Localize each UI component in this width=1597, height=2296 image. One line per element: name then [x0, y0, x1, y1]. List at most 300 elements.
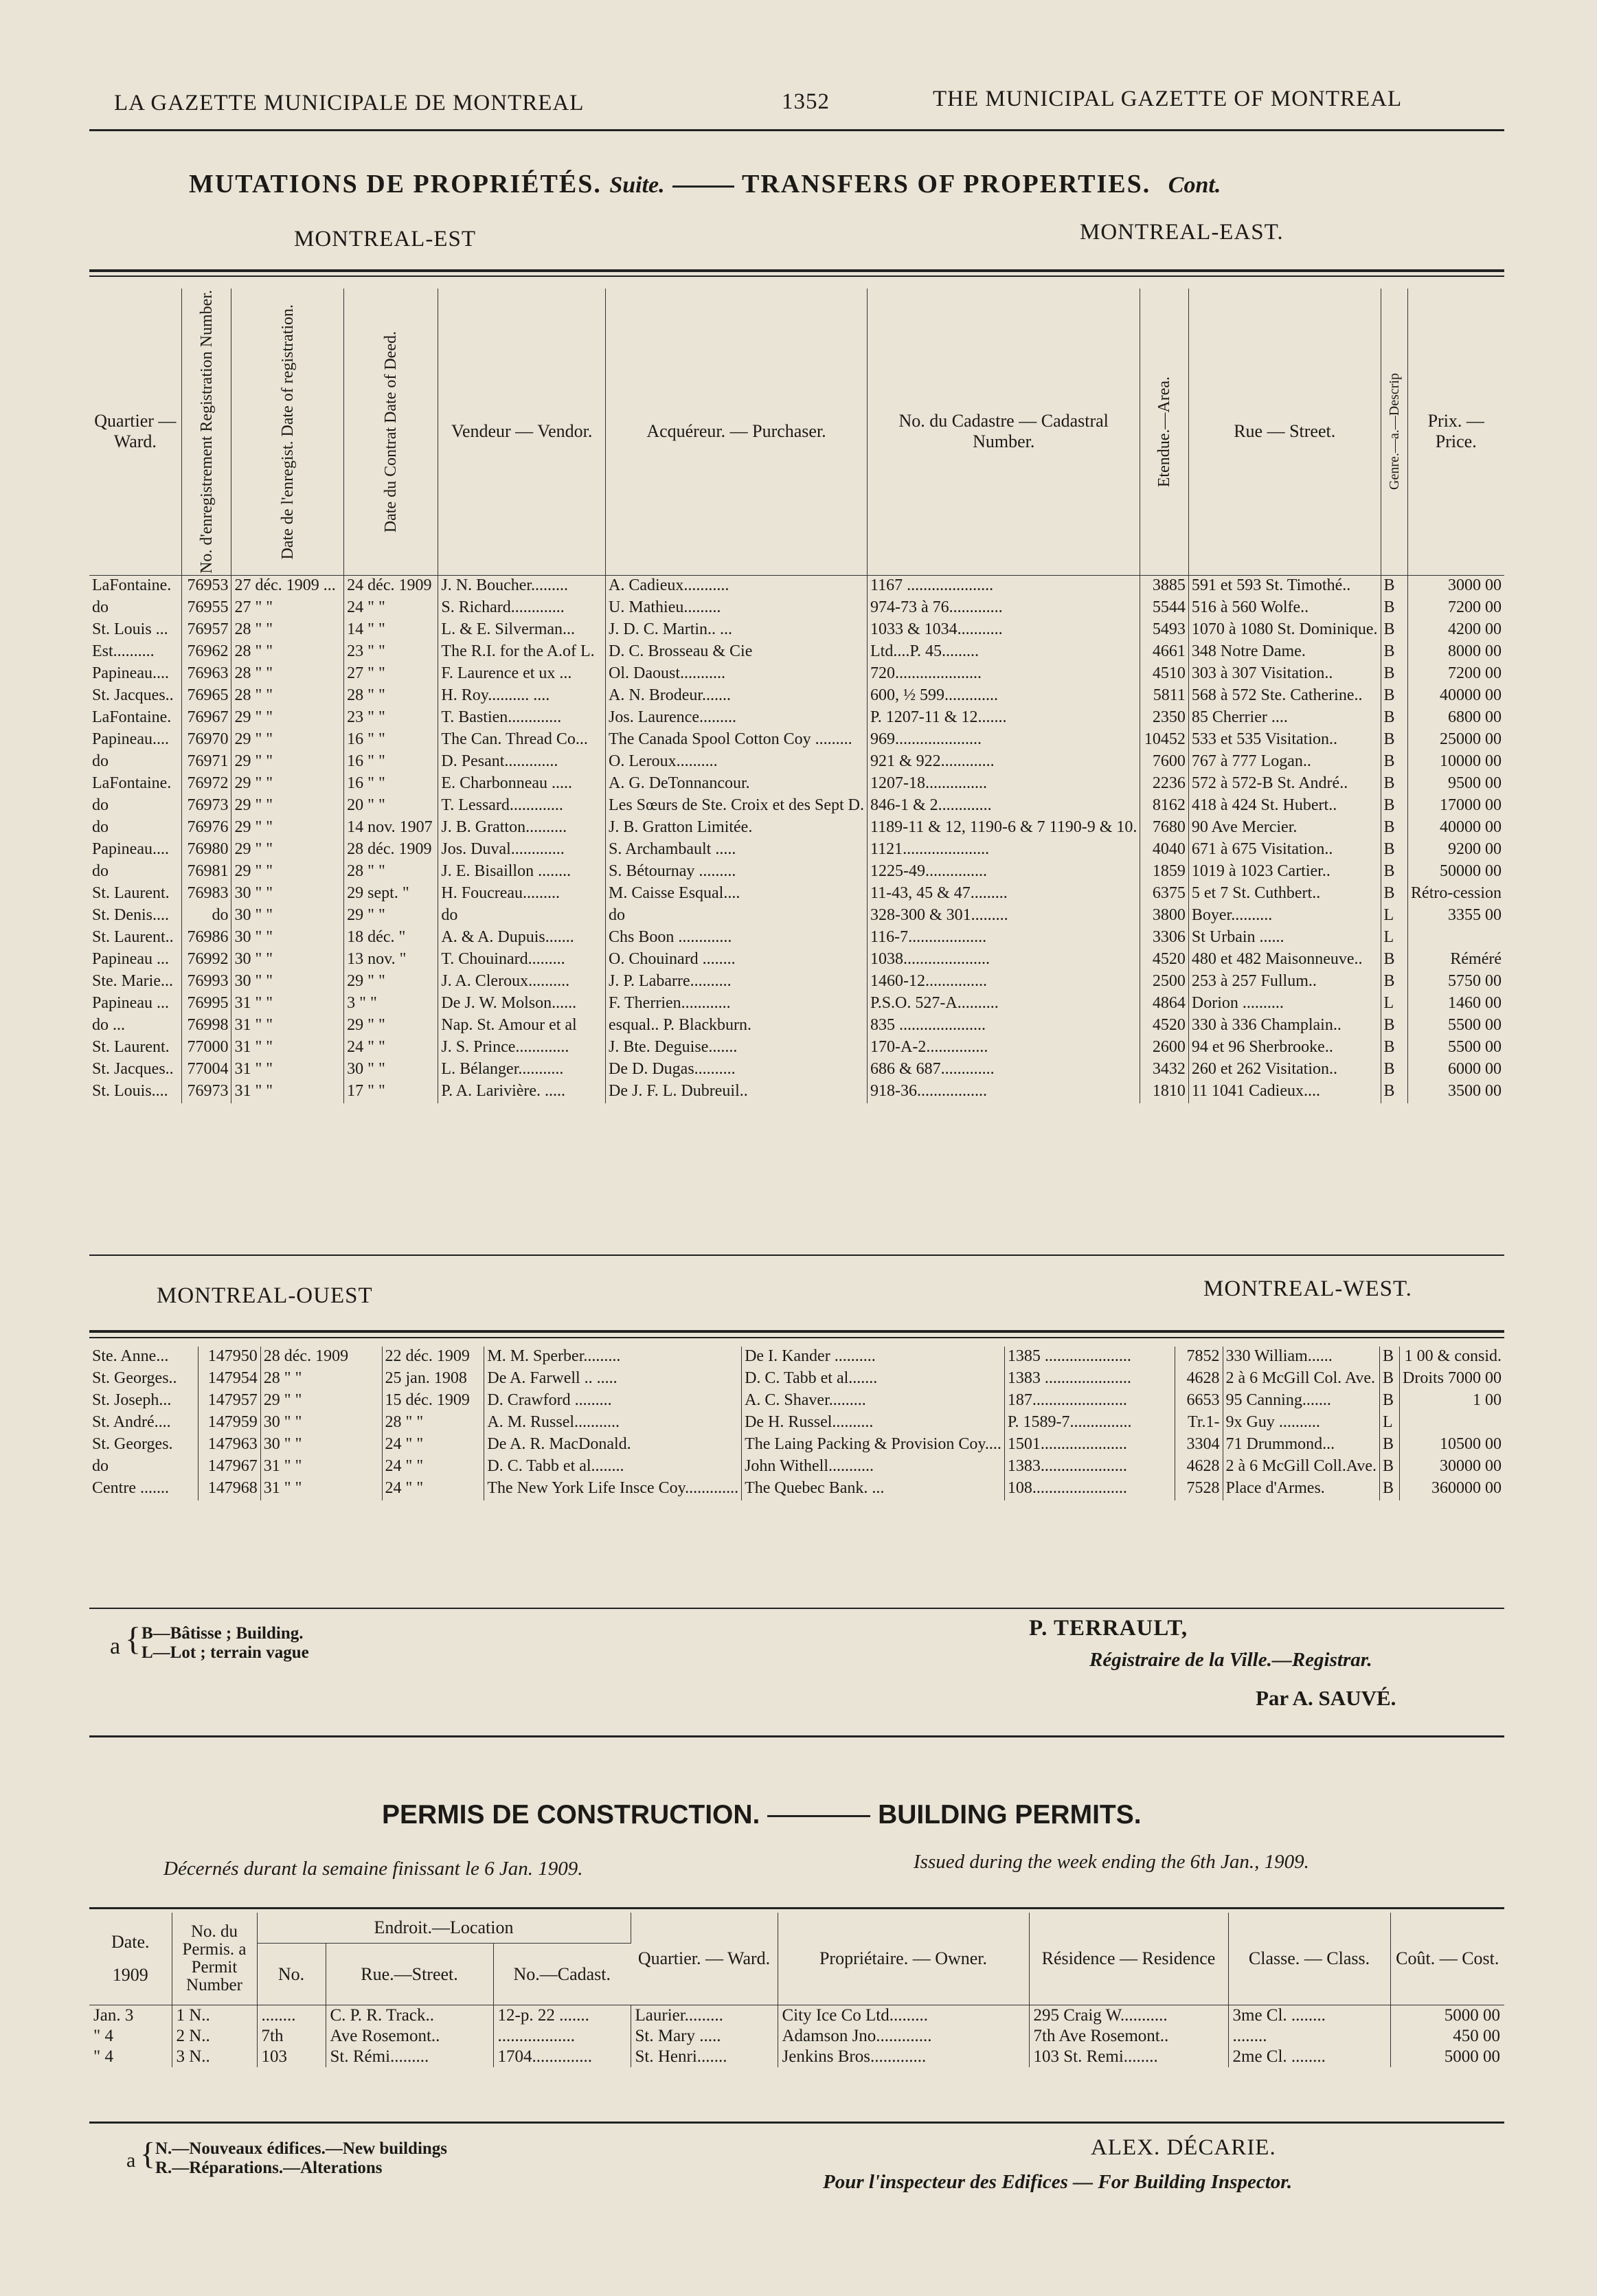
table-cell: 29 " " [231, 774, 344, 796]
table-cell: 76973 [181, 796, 231, 818]
table-cell: 28 " " [231, 686, 344, 708]
table-cell: 76967 [181, 708, 231, 730]
table-cell: 260 et 262 Visitation.. [1188, 1059, 1381, 1081]
table-cell: B [1381, 1037, 1407, 1059]
table-cell: 348 Notre Dame. [1188, 642, 1381, 664]
table-cell: do [181, 905, 231, 927]
cont-label: Cont. [1168, 172, 1221, 198]
table-cell: 28 " " [231, 642, 344, 664]
table-cell: B [1381, 971, 1407, 993]
table-cell: 29 " " [344, 905, 438, 927]
table-cell: 23 " " [344, 642, 438, 664]
table-cell: J. D. C. Martin.. ... [606, 620, 868, 642]
table-cell: 28 " " [344, 686, 438, 708]
west-bottom-rule [89, 1608, 1504, 1609]
table-cell: J. A. Cleroux.......... [438, 971, 606, 993]
table-cell: do [89, 598, 181, 620]
table-cell: Place d'Armes. [1223, 1478, 1380, 1500]
permit-legend-repair: R.—Réparations.—Alterations [155, 2159, 383, 2177]
permit-legend-new: N.—Nouveaux édifices.—New buildings [155, 2139, 448, 2158]
table-cell: 76972 [181, 774, 231, 796]
table-cell: 76995 [181, 993, 231, 1015]
table-cell: De J. F. L. Dubreuil.. [606, 1081, 868, 1103]
table-cell: Papineau.... [89, 840, 181, 862]
table-cell: St. Laurent.. [89, 927, 181, 949]
west-fr-heading: MONTREAL-OUEST [157, 1283, 373, 1308]
table-cell: 31 " " [231, 1037, 344, 1059]
table-cell: 2 à 6 McGill Coll.Ave. [1223, 1456, 1380, 1478]
table-cell: 7852 [1175, 1347, 1223, 1369]
table-cell: D. C. Tabb et al........ [484, 1456, 742, 1478]
table-row [89, 686, 1504, 708]
table-cell: B [1381, 1081, 1407, 1103]
header-right: THE MUNICIPAL GAZETTE OF MONTREAL [933, 87, 1403, 111]
table-cell: B [1381, 598, 1407, 620]
legend-brace: { [125, 1621, 141, 1657]
table-cell: 76970 [181, 730, 231, 752]
table-cell: 147954 [199, 1369, 260, 1391]
table-cell: Tr.1- [1175, 1413, 1223, 1434]
table-cell: 9200 00 [1448, 840, 1502, 858]
table-cell: 4520 [1140, 1015, 1188, 1037]
table-cell: L. Bélanger........... [438, 1059, 606, 1081]
legend-building: B—Bâtisse ; Building. [141, 1624, 304, 1643]
table-cell: B [1381, 575, 1407, 598]
permits-subtitle-fr: Décernés durant la semaine finissant le 6 Jan. 1909. [163, 1858, 583, 1880]
table-cell: do [89, 1456, 199, 1478]
table-cell: 76998 [181, 1015, 231, 1037]
table-cell: ........ [257, 2005, 326, 2027]
table-cell: St. Laurent. [89, 883, 181, 905]
table-cell: 10000 00 [1440, 752, 1502, 770]
col-cadastre: No. du Cadastre — Cadastral Number. [868, 289, 1140, 575]
table-cell: 330 William...... [1223, 1347, 1380, 1369]
west-en-heading: MONTREAL-WEST. [1203, 1276, 1412, 1301]
table-cell [1399, 1413, 1504, 1434]
table-cell: 29 " " [231, 840, 344, 862]
table-cell: 76953 [181, 575, 231, 598]
table-row [89, 1413, 1504, 1434]
table-cell: 360000 00 [1431, 1479, 1502, 1497]
table-cell: 1383 ..................... [1004, 1369, 1175, 1391]
table-cell: 30 " " [231, 883, 344, 905]
table-cell: 686 & 687............. [868, 1059, 1140, 1081]
table-row [89, 993, 1504, 1015]
permit-col-location: Endroit.—Location [257, 1913, 631, 1944]
table-cell: 4628 [1175, 1456, 1223, 1478]
table-cell: 17 " " [344, 1081, 438, 1103]
east-mutations-table [89, 289, 1504, 1103]
table-cell: 1859 [1140, 862, 1188, 883]
table-cell: 3000 00 [1448, 576, 1502, 594]
table-cell: B [1381, 708, 1407, 730]
table-row [89, 1059, 1504, 1081]
table-row [89, 1478, 1504, 1500]
table-cell: A. G. DeTonnancour. [606, 774, 868, 796]
table-cell: S. Richard............. [438, 598, 606, 620]
table-cell: The R.I. for the A.of L. [438, 642, 606, 664]
col-price: Prix. — Price. [1427, 411, 1484, 452]
table-cell: 18 déc. " [344, 927, 438, 949]
table-cell: 4864 [1140, 993, 1188, 1015]
table-cell: 85 Cherrier .... [1188, 708, 1381, 730]
table-cell: 147950 [199, 1347, 260, 1369]
table-cell: 8000 00 [1448, 642, 1502, 660]
table-cell: B [1381, 752, 1407, 774]
col-regdate: Date de l'enregist. Date of registration. [231, 289, 344, 575]
permits-table-top-rule [89, 1907, 1504, 1909]
table-cell: 24 " " [382, 1456, 484, 1478]
table-cell: 71 Drummond... [1223, 1434, 1380, 1456]
table-cell: 1121..................... [868, 840, 1140, 862]
table-cell: J. E. Bisaillon ........ [438, 862, 606, 883]
col-vendor: Vendeur — Vendor. [438, 289, 606, 575]
table-cell: F. Therrien............ [606, 993, 868, 1015]
table-cell: 16 " " [344, 774, 438, 796]
table-row [89, 971, 1504, 993]
table-row [89, 818, 1504, 840]
table-cell: L [1381, 927, 1407, 949]
table-cell: Chs Boon ............. [606, 927, 868, 949]
table-cell: Papineau.... [89, 664, 181, 686]
table-row [89, 708, 1504, 730]
table-row [89, 642, 1504, 664]
table-cell: 9x Guy .......... [1223, 1413, 1380, 1434]
table-cell: 76955 [181, 598, 231, 620]
permit-col-number: No. du Permis. a Permit Number [172, 1913, 257, 2005]
table-cell: 76986 [181, 927, 231, 949]
table-cell: 76963 [181, 664, 231, 686]
table-cell: 2 N.. [172, 2026, 257, 2047]
table-cell: 1501..................... [1004, 1434, 1175, 1456]
permit-col-residence: Résidence — Residence [1029, 1913, 1228, 2005]
table-cell: 108....................... [1004, 1478, 1175, 1500]
table-cell: 28 " " [260, 1369, 382, 1391]
table-cell: LaFontaine. [89, 708, 181, 730]
table-cell: 6800 00 [1448, 708, 1502, 726]
table-cell [1407, 927, 1504, 949]
table-cell: Adamson Jno............. [778, 2026, 1029, 2047]
table-cell: 5493 [1140, 620, 1188, 642]
table-cell: L [1381, 905, 1407, 927]
table-cell: 30 " " [260, 1413, 382, 1434]
table-row [89, 905, 1504, 927]
table-cell: 76971 [181, 752, 231, 774]
permits-title-dash [767, 1815, 870, 1817]
table-cell: 4040 [1140, 840, 1188, 862]
table-cell: 31 " " [231, 1015, 344, 1037]
table-cell: 29 " " [260, 1391, 382, 1413]
table-cell: 16 " " [344, 752, 438, 774]
table-cell: 116-7................... [868, 927, 1140, 949]
table-cell: St Urbain ...... [1188, 927, 1381, 949]
table-cell: 7600 [1140, 752, 1188, 774]
table-cell: 1460 00 [1448, 993, 1502, 1012]
table-cell: 103 [257, 2047, 326, 2067]
table-cell: 1189-11 & 12, 1190-6 & 7 1190-9 & 10. [868, 818, 1140, 840]
table-cell: 533 et 535 Visitation.. [1188, 730, 1381, 752]
table-row [89, 620, 1504, 642]
registrar-name: P. TERRAULT, [1029, 1616, 1188, 1641]
table-cell: 1704.............. [493, 2047, 631, 2067]
table-cell: D. Crawford ......... [484, 1391, 742, 1413]
table-cell: O. Chouinard ........ [606, 949, 868, 971]
table-cell: M. Caisse Esqual.... [606, 883, 868, 905]
table-cell: L. & E. Silverman... [438, 620, 606, 642]
table-cell: 5544 [1140, 598, 1188, 620]
table-row [89, 2047, 1504, 2067]
table-row [89, 1434, 1504, 1456]
table-cell: 76992 [181, 949, 231, 971]
table-cell: 1 00 & consid. [1404, 1347, 1502, 1365]
table-cell: 13 nov. " [344, 949, 438, 971]
permits-header-row-1 [89, 1913, 1504, 1944]
table-cell: 6653 [1175, 1391, 1223, 1413]
table-row [89, 883, 1504, 905]
table-cell: J. N. Boucher......... [438, 575, 606, 598]
table-cell: Laurier......... [631, 2005, 778, 2027]
table-cell: 11-43, 45 & 47......... [868, 883, 1140, 905]
table-row [89, 1037, 1504, 1059]
table-cell: Ste. Marie... [89, 971, 181, 993]
table-cell: 40000 00 [1440, 686, 1502, 704]
table-cell: 1383..................... [1004, 1456, 1175, 1478]
table-cell: 77000 [181, 1037, 231, 1059]
table-cell: 31 " " [260, 1456, 382, 1478]
table-cell: De A. Farwell .. ..... [484, 1369, 742, 1391]
table-cell: do ... [89, 1015, 181, 1037]
west-mutations-table [89, 1347, 1504, 1500]
table-cell: 30 " " [231, 927, 344, 949]
table-cell: P. 1589-7............... [1004, 1413, 1175, 1434]
table-cell: O. Leroux.......... [606, 752, 868, 774]
table-cell: 29 " " [231, 818, 344, 840]
col-area: Etendue.—Area. [1140, 289, 1188, 575]
table-row [89, 2005, 1504, 2027]
table-cell: 1038..................... [868, 949, 1140, 971]
table-cell: St. Louis.... [89, 1081, 181, 1103]
table-cell: 2me Cl. ........ [1228, 2047, 1390, 2067]
table-cell: 28 " " [231, 620, 344, 642]
permits-top-rule [89, 1735, 1504, 1737]
table-cell: L [1380, 1413, 1400, 1434]
table-cell: 921 & 922............. [868, 752, 1140, 774]
east-fr-heading: MONTREAL-EST [294, 227, 476, 251]
table-cell: 76962 [181, 642, 231, 664]
table-cell: T. Lessard............. [438, 796, 606, 818]
table-cell: D. Pesant............. [438, 752, 606, 774]
table-cell: 3304 [1175, 1434, 1223, 1456]
mutations-title [189, 169, 1221, 199]
table-cell: Papineau ... [89, 949, 181, 971]
table-cell: The Quebec Bank. ... [742, 1478, 1005, 1500]
east-top-rule-thin [89, 275, 1504, 277]
table-cell: 25 jan. 1908 [382, 1369, 484, 1391]
legend-lot: L—Lot ; terrain vague [141, 1643, 309, 1662]
table-cell: " 4 [89, 2047, 172, 2067]
table-cell: 76993 [181, 971, 231, 993]
table-row [89, 598, 1504, 620]
table-cell: De H. Russel.......... [742, 1413, 1005, 1434]
table-cell: B [1381, 840, 1407, 862]
permit-col-cadast: No.—Cadast. [493, 1944, 631, 2005]
header-left: LA GAZETTE MUNICIPALE DE MONTREAL [114, 91, 585, 115]
east-en-heading: MONTREAL-EAST. [1080, 220, 1284, 245]
table-cell: 28 " " [231, 664, 344, 686]
table-cell: Nap. St. Amour et al [438, 1015, 606, 1037]
table-cell: 572 à 572-B St. André.. [1188, 774, 1381, 796]
table-cell: 170-A-2............... [868, 1037, 1140, 1059]
table-cell: 187....................... [1004, 1391, 1175, 1413]
table-row [89, 664, 1504, 686]
table-cell: B [1381, 949, 1407, 971]
table-cell: B [1381, 664, 1407, 686]
table-cell: J. B. Gratton.......... [438, 818, 606, 840]
table-cell: Ltd....P. 45......... [868, 642, 1140, 664]
permit-col-cost: Coût. — Cost. [1390, 1913, 1504, 2005]
table-cell: do [89, 752, 181, 774]
table-cell: 303 à 307 Visitation.. [1188, 664, 1381, 686]
table-cell: 31 " " [231, 1059, 344, 1081]
table-cell: St. Joseph... [89, 1391, 199, 1413]
table-cell: 94 et 96 Sherbrooke.. [1188, 1037, 1381, 1059]
table-cell: 30 " " [344, 1059, 438, 1081]
table-cell: .................. [493, 2026, 631, 2047]
table-cell: 29 " " [231, 708, 344, 730]
table-cell: 2350 [1140, 708, 1188, 730]
table-cell: 5 et 7 St. Cuthbert.. [1188, 883, 1381, 905]
table-cell: Papineau.... [89, 730, 181, 752]
table-cell: 1810 [1140, 1081, 1188, 1103]
col-purchaser: Acquéreur. — Purchaser. [606, 289, 868, 575]
table-cell: 22 déc. 1909 [382, 1347, 484, 1369]
table-cell: 29 sept. " [344, 883, 438, 905]
table-cell: De D. Dugas.......... [606, 1059, 868, 1081]
table-cell: 516 à 560 Wolfe.. [1188, 598, 1381, 620]
table-row [89, 949, 1504, 971]
table-cell: 5000 00 [1444, 2006, 1500, 2025]
table-cell: M. M. Sperber......... [484, 1347, 742, 1369]
table-cell: Ste. Anne... [89, 1347, 199, 1369]
table-cell: 50000 00 [1440, 862, 1502, 880]
table-cell: Rétro-cession [1411, 883, 1502, 902]
table-cell: St. Georges.. [89, 1369, 199, 1391]
table-cell: 4628 [1175, 1369, 1223, 1391]
table-cell: L [1381, 993, 1407, 1015]
registrar-title: Régistraire de la Ville.—Registrar. [1089, 1649, 1372, 1671]
table-cell: 3 N.. [172, 2047, 257, 2067]
table-cell: The Laing Packing & Provision Coy.... [742, 1434, 1005, 1456]
table-cell: 1207-18............... [868, 774, 1140, 796]
table-row [89, 1347, 1504, 1369]
table-cell: 14 " " [344, 620, 438, 642]
table-cell: 30000 00 [1440, 1457, 1502, 1475]
table-cell: The Can. Thread Co... [438, 730, 606, 752]
table-cell: 3500 00 [1448, 1081, 1502, 1100]
table-cell: 76980 [181, 840, 231, 862]
table-cell: 2236 [1140, 774, 1188, 796]
table-cell: A. & A. Dupuis....... [438, 927, 606, 949]
table-cell: St. Jacques.. [89, 1059, 181, 1081]
table-cell: Droits 7000 00 [1403, 1369, 1502, 1387]
table-cell: S. Bétournay ......... [606, 862, 868, 883]
table-cell: B [1380, 1391, 1400, 1413]
table-cell: B [1381, 818, 1407, 840]
table-cell: 29 " " [231, 862, 344, 883]
table-cell: 24 " " [382, 1434, 484, 1456]
table-cell: B [1381, 686, 1407, 708]
table-cell: 8162 [1140, 796, 1188, 818]
table-cell: H. Foucreau......... [438, 883, 606, 905]
table-cell: 29 " " [344, 971, 438, 993]
table-cell: P. 1207-11 & 12....... [868, 708, 1140, 730]
table-cell: 76957 [181, 620, 231, 642]
table-cell: 846-1 & 2............. [868, 796, 1140, 818]
col-street: Rue — Street. [1188, 289, 1381, 575]
table-cell: 147957 [199, 1391, 260, 1413]
table-cell: The New York Life Insce Coy............. [484, 1478, 742, 1500]
table-cell: 295 Craig W........... [1029, 2005, 1228, 2027]
west-top-rule [89, 1330, 1504, 1333]
registrar-by: Par A. SAUVÉ. [1256, 1686, 1396, 1710]
permit-col-street: Rue.—Street. [326, 1944, 493, 2005]
permits-bottom-rule [89, 2121, 1504, 2124]
table-cell: 330 à 336 Champlain.. [1188, 1015, 1381, 1037]
table-cell: 600, ½ 599............. [868, 686, 1140, 708]
table-cell: 7200 00 [1448, 598, 1502, 616]
table-cell: H. Roy.......... .... [438, 686, 606, 708]
table-cell: 16 " " [344, 730, 438, 752]
table-cell: 1 N.. [172, 2005, 257, 2027]
table-cell: 23 " " [344, 708, 438, 730]
table-cell: 1033 & 1034........... [868, 620, 1140, 642]
table-cell: A. C. Shaver......... [742, 1391, 1005, 1413]
table-cell: Jos. Laurence......... [606, 708, 868, 730]
table-cell: 5811 [1140, 686, 1188, 708]
table-cell: 3me Cl. ........ [1228, 2005, 1390, 2027]
table-cell: do [89, 796, 181, 818]
table-cell: B [1381, 730, 1407, 752]
table-cell: B [1380, 1456, 1400, 1478]
table-cell: 29 " " [231, 752, 344, 774]
table-cell: 3 " " [344, 993, 438, 1015]
table-cell: St. Louis ... [89, 620, 181, 642]
table-cell: 974-73 à 76............. [868, 598, 1140, 620]
table-cell: 27 " " [344, 664, 438, 686]
table-cell: B [1380, 1478, 1400, 1500]
table-cell: 29 " " [231, 796, 344, 818]
table-cell: 90 Ave Mercier. [1188, 818, 1381, 840]
west-top-rule-thin [89, 1337, 1504, 1338]
table-cell: 103 St. Remi........ [1029, 2047, 1228, 2067]
table-cell: Boyer.......... [1188, 905, 1381, 927]
table-cell: B [1381, 862, 1407, 883]
table-cell: 767 à 777 Logan.. [1188, 752, 1381, 774]
table-cell: T. Chouinard......... [438, 949, 606, 971]
table-cell: J. P. Labarre.......... [606, 971, 868, 993]
east-top-rule [89, 269, 1504, 272]
table-cell: 29 " " [231, 730, 344, 752]
table-row [89, 1081, 1504, 1103]
table-row [89, 1391, 1504, 1413]
table-cell: 1460-12............... [868, 971, 1140, 993]
table-cell: 720..................... [868, 664, 1140, 686]
table-cell: J. S. Prince............. [438, 1037, 606, 1059]
legend-a-mark: a [110, 1634, 121, 1659]
table-cell: do [89, 862, 181, 883]
table-cell: B [1381, 642, 1407, 664]
table-cell: John Withell........... [742, 1456, 1005, 1478]
